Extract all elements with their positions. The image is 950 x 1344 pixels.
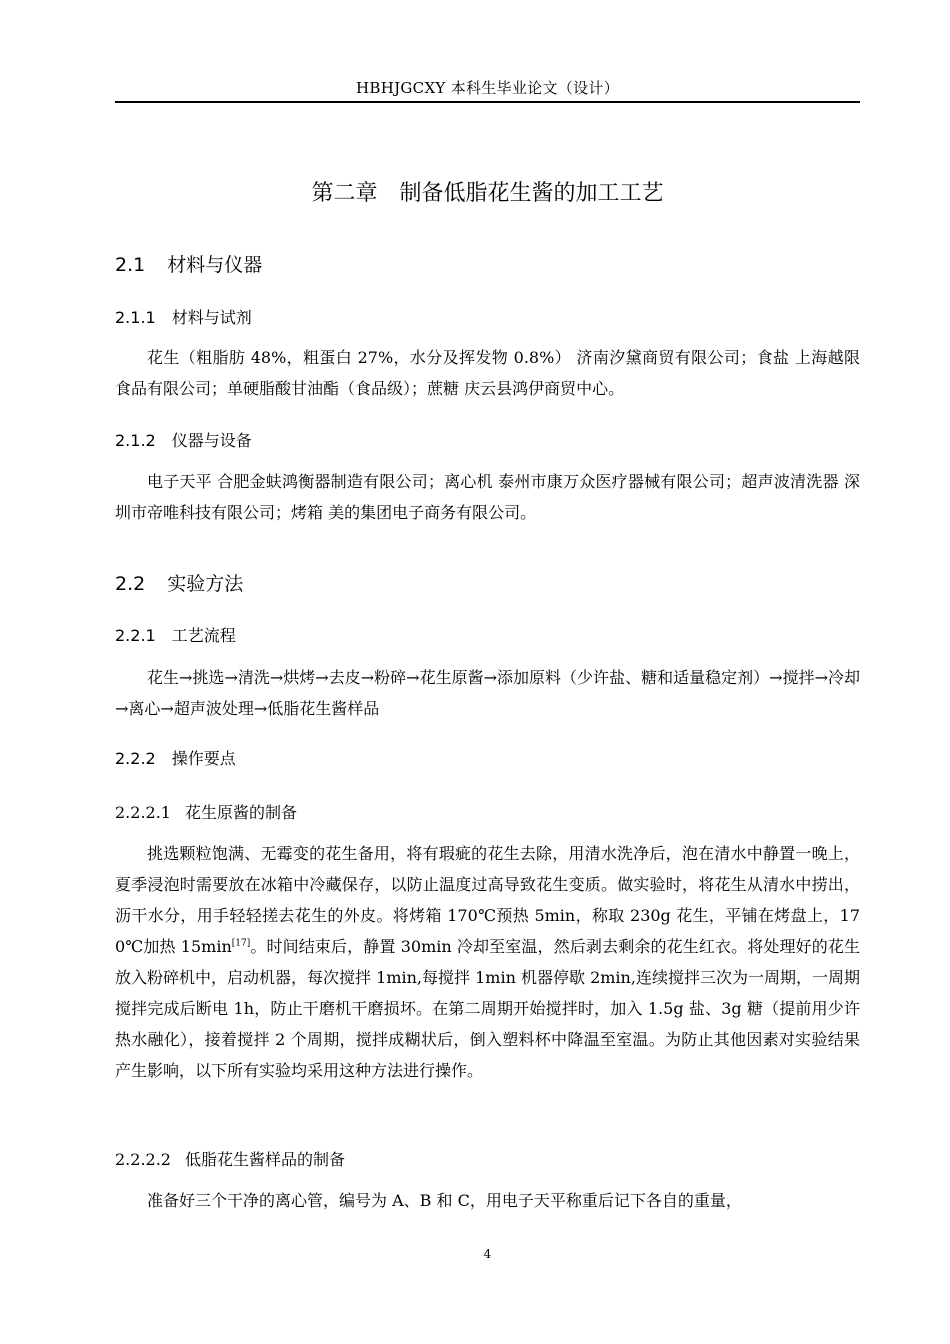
paragraph-instruments: 电子天平 合肥金蚨鸿衡器制造有限公司；离心机 泰州市康万众医疗器械有限公司；超声波清洗器 深圳市帝唯科技有限公司；烤箱 美的集团电子商务有限公司。 [115, 472, 860, 522]
running-header: HBHJGCXY 本科生毕业论文（设计） [355, 79, 619, 97]
paragraph-materials: 花生（粗脂肪 48%，粗蛋白 27%，水分及挥发物 0.8%） 济南汐黛商贸有限公司；食盐 上海越限食品有限公司；单硬脂酸甘油酯（食品级）；蔗糖 庆云县鸿伊商贸中心。 [115, 348, 860, 398]
subsection-title: 工艺流程 [171, 626, 236, 645]
subsubsection-number: 2.2.2.2 [115, 1150, 171, 1169]
paragraph-text-part2: 。时间结束后，静置 30min 冷却至室温，然后剥去剩余的花生红衣。将处理好的花生放入粉碎机中，启动机器，每次搅拌 1min,每搅拌 1min 机器停歇 2min,连续搅拌三次为一周期，一周期搅拌完成后断电 1h，防止干磨机干磨损坏。在第二周期开始搅拌时，加入 1.5g 盐、3g 糖（提前用少许热水融化），接着搅拌 2 个周期，搅拌成糊状后，倒入塑料杯中降温至室温。为防止其他因素对实验结果产生影响，以下所有实验均采用这种方法进行操作。 [115, 937, 860, 1080]
subsection-heading-2-1-2 [115, 430, 252, 452]
paragraph-process-flow: 花生→挑选→清洗→烘烤→去皮→粉碎→花生原酱→添加原料（少许盐、糖和适量稳定剂）→搅拌→冷却→离心→超声波处理→低脂花生酱样品 [115, 668, 860, 718]
subsection-title: 仪器与设备 [171, 431, 252, 450]
subsection-heading-2-2-2 [115, 748, 236, 770]
section-number: 2.1 [115, 254, 146, 276]
subsection-heading-2-1-1 [115, 307, 252, 329]
subsubsection-title: 花生原酱的制备 [184, 803, 297, 822]
subsection-number: 2.1.2 [115, 431, 156, 450]
subsubsection-title: 低脂花生酱样品的制备 [184, 1150, 345, 1169]
subsubsection-number: 2.2.2.1 [115, 803, 171, 822]
citation-ref: [17] [231, 938, 251, 949]
subsection-heading-2-2-1 [115, 625, 236, 647]
subsection-number: 2.1.1 [115, 308, 156, 327]
section-number: 2.2 [115, 573, 146, 595]
subsubsection-heading-2-2-2-1 [115, 802, 297, 824]
chapter-title: 第二章 制备低脂花生酱的加工工艺 [311, 181, 664, 206]
page-number: 4 [483, 1247, 492, 1261]
paragraph-sample-preparation: 准备好三个干净的离心管，编号为 A、B 和 C，用电子天平称重后记下各自的重量， [147, 1191, 742, 1210]
paragraph-text-part1: 挑选颗粒饱满、无霉变的花生备用，将有瑕疵的花生去除，用清水洗净后，泡在清水中静置一晚上，夏季浸泡时需要放在冰箱中冷藏保存，以防止温度过高导致花生变质。做实验时，将花生从清水中捞出，沥干水分，用手轻轻搓去花生的外皮。将烤箱 170℃预热 5min，称取 230g 花生，平铺在烤盘上，170℃加热 15min [115, 844, 860, 956]
subsection-number: 2.2.1 [115, 626, 156, 645]
subsection-title: 操作要点 [171, 749, 236, 768]
subsection-title: 材料与试剂 [171, 308, 252, 327]
section-heading-2-2 [115, 571, 243, 597]
header-rule [115, 101, 860, 103]
subsection-number: 2.2.2 [115, 749, 156, 768]
section-heading-2-1 [115, 252, 262, 278]
section-title: 材料与仪器 [167, 254, 263, 276]
paragraph-peanut-paste-preparation [115, 838, 860, 1086]
section-title: 实验方法 [167, 573, 244, 595]
subsubsection-heading-2-2-2-2 [115, 1149, 345, 1171]
